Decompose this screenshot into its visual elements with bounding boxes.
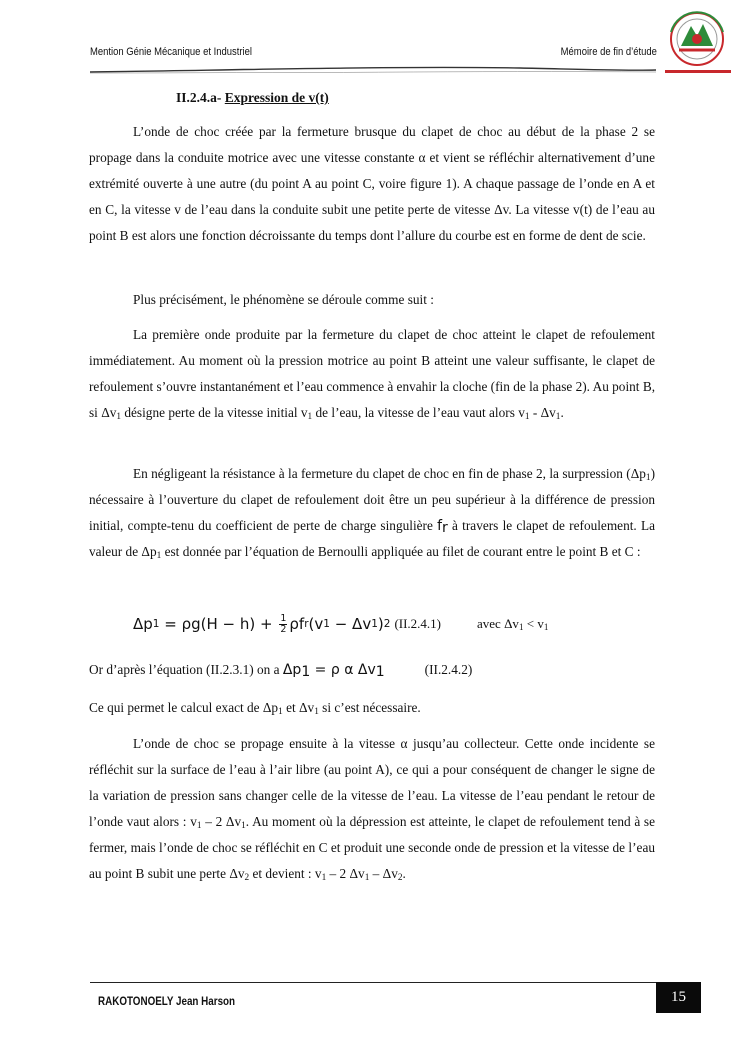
subscript: 1 <box>524 412 530 422</box>
running-header-left: Mention Génie Mécanique et Industriel <box>90 46 252 58</box>
calc-line <box>89 698 421 718</box>
paragraph-5-text: – 2 Δv <box>326 866 365 881</box>
paragraph-5-text: et devient : v <box>249 866 322 881</box>
paragraph-2 <box>89 287 655 313</box>
subscript: 1 <box>364 873 370 883</box>
paragraph-5-text: – Δv <box>369 866 398 881</box>
subscript: 2 <box>397 873 403 883</box>
fraction-numerator: 1 <box>280 612 287 624</box>
equation-line-2 <box>89 660 472 680</box>
paragraph-1-text: L’onde de choc créée par la fermeture brusque du clapet de choc au début de la phase 2 se propage dans la conduite motrice avec une vitesse constante α et vient se réfléchir alternativement d’une extrémité ouverte à une autre (du point A au point C, voire figure 1). A chaque passage de l’onde en A et en C, la vitesse v de l’eau dans la conduite subit une petite perte de vitesse Δv. La vitesse v(t) de l’eau au point B est alors une fonction décroissante du temps dont l’allure du courbe est en forme de dent de scie. <box>89 124 655 243</box>
section-number: II.2.4.a- <box>176 90 222 105</box>
eq-term: ) <box>377 615 384 633</box>
subscript: 1 <box>301 664 311 680</box>
subscript: r <box>442 520 448 536</box>
paragraph-3-text: . <box>560 405 564 420</box>
subscript: 1 <box>116 412 122 422</box>
footer-divider <box>90 982 656 983</box>
eq-term: = ρg(H − h) + <box>159 615 278 633</box>
paragraph-4-text: ) nécessaire à l’ouverture du clapet de refoulement doit être un peu supérieur à la différence de pression initial, compte-tenu du coefficient de perte de charge singulière <box>89 466 655 533</box>
footer-author: RAKOTONOELY Jean Harson <box>98 994 236 1008</box>
subscript: 1 <box>321 873 327 883</box>
condition-text: < v <box>523 616 544 631</box>
paragraph-5-text: . Au moment où la dépression est atteinte, le clapet de refoulement tend à se fermer, mais l’onde de choc se réfléchit en C et produit une seconde onde de pression et la vitesse de l’eau au point B subit une perte Δv <box>89 814 655 881</box>
eq-term: − Δv <box>329 615 372 633</box>
paragraph-5-text: – 2 Δv <box>201 814 242 829</box>
equation-bernoulli: Δp 1 = ρg(H − h) + $\frac{1}{2}$ ρf r (v 1 − Δv 1 ) 2 (II.2.4.1) avec $\Delta v_1 < v_1$ <box>133 612 549 635</box>
paragraph-2-text: Plus précisément, le phénomène se déroule comme suit : <box>133 292 434 307</box>
paragraph-3 <box>89 322 655 426</box>
paragraph-4 <box>89 461 655 565</box>
subscript: 1 <box>196 821 202 831</box>
section-heading <box>176 90 329 106</box>
paragraph-5-text: . <box>402 866 406 881</box>
paragraph-3-text: - Δv <box>529 405 556 420</box>
eq-term: (v <box>308 615 324 633</box>
line-text: Or d’après l’équation (II.2.3.1) on a <box>89 662 283 677</box>
line-text: et Δv <box>282 700 315 715</box>
paragraph-3-text: de l’eau, la vitesse de l’eau vaut alors v <box>312 405 525 420</box>
coefficient-symbol: f <box>437 518 443 534</box>
subscript: 1 <box>241 821 246 831</box>
eq-term: Δp <box>282 662 302 678</box>
eq-term: = ρ α Δv <box>310 662 376 678</box>
eq-term: Δp <box>133 615 153 633</box>
eq-term: ρf <box>289 615 305 633</box>
line-text: si c’est nécessaire. <box>318 700 421 715</box>
subscript: 1 <box>278 707 283 717</box>
paragraph-5 <box>89 731 655 887</box>
line-text: Ce qui permet le calcul exact de Δp <box>89 700 279 715</box>
equation-number: (II.2.4.2) <box>424 662 473 677</box>
paragraph-5-text: L’onde de choc se propage ensuite à la vitesse α jusqu’au collecteur. Cette onde incidente se réfléchit sur la surface de l’eau à l’air libre (au point A), ce qui a pour conséquent de changer le signe de la variation de pression sans changer celle de la vitesse de l’eau. La vitesse de l’eau pendant le retour de l’onde vaut alors : v <box>89 736 655 829</box>
paragraph-4-text: à travers le clapet de refoulement. La valeur de Δp <box>89 518 655 559</box>
page-number: 15 <box>656 982 701 1013</box>
fraction-denominator: 2 <box>280 623 287 635</box>
subscript: 1 <box>518 622 524 632</box>
university-seal-icon <box>657 6 739 78</box>
header-divider <box>90 62 656 76</box>
paragraph-4-text: En négligeant la résistance à la fermeture du clapet de choc en fin de phase 2, la surpression (Δp <box>133 466 646 481</box>
equation-number: (II.2.4.1) <box>394 616 442 631</box>
subscript: 1 <box>307 412 313 422</box>
subscript: 1 <box>543 622 549 632</box>
subscript: 2 <box>244 873 250 883</box>
paragraph-4-text: est donnée par l’équation de Bernoulli appliquée au filet de courant entre le point B et C : <box>161 544 641 559</box>
section-title: Expression de v(t) <box>224 90 329 105</box>
subscript: 1 <box>314 707 319 717</box>
subscript: 1 <box>156 551 162 561</box>
running-header-right: Mémoire de fin d’étude <box>560 46 657 58</box>
subscript: 1 <box>645 473 651 483</box>
paragraph-1 <box>89 119 655 249</box>
subscript: 1 <box>375 664 385 680</box>
paragraph-3-text: désigne perte de la vitesse initial v <box>121 405 308 420</box>
paragraph-3-text: La première onde produite par la fermeture du clapet de choc atteint le clapet de refoulement immédiatement. Au moment où la pression motrice au point B atteint une valeur suffisante, le clapet de refoulement s’ouvre instantanément et l’eau commence à envahir la cloche (fin de la phase 2). Au point B, si Δv <box>89 327 656 420</box>
fraction <box>279 614 287 635</box>
condition-text: avec Δv <box>477 616 519 631</box>
subscript: 1 <box>555 412 561 422</box>
equation-condition <box>477 616 548 632</box>
